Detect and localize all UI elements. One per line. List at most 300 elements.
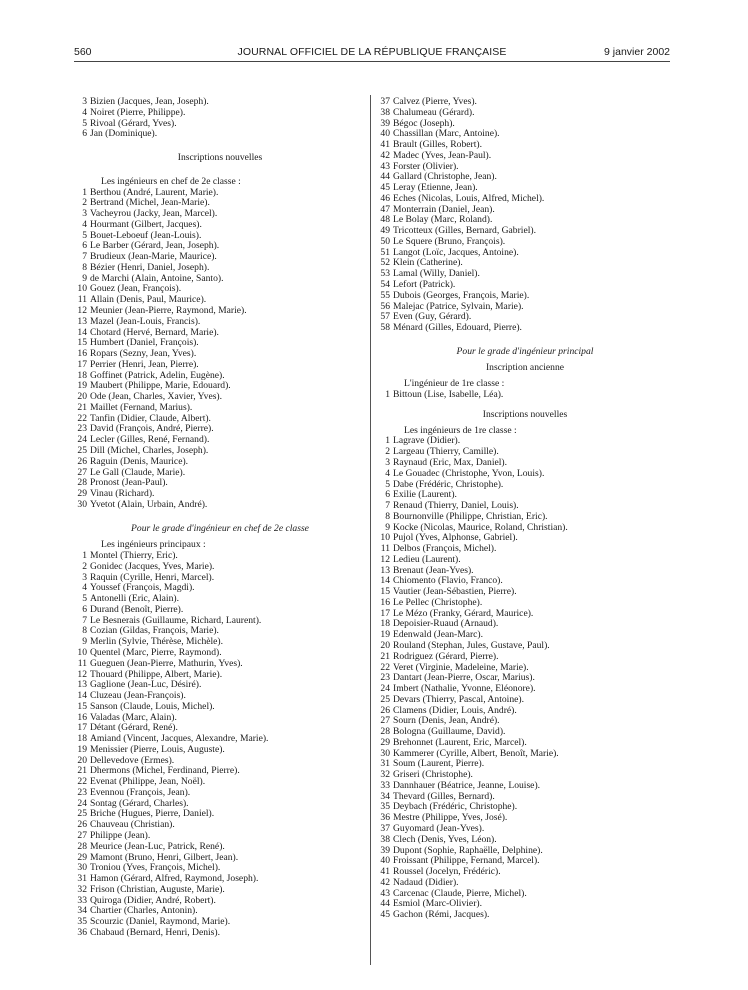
right-column [380, 97, 670, 921]
item-number: 22 [77, 776, 87, 788]
item-name: Dantart (Jean-Pierre, Oscar, Marius). [393, 672, 535, 684]
item-name: Thevard (Gilles, Bernard). [393, 790, 495, 802]
item-name: Durand (Benoît, Pierre). [90, 603, 184, 615]
item-number: 18 [380, 618, 390, 630]
item-number: 44 [380, 898, 390, 910]
item-name: Cozian (Gildas, François, Marie). [90, 625, 219, 637]
item-name: Dellevedove (Ermes). [90, 754, 175, 766]
item-name: Chalumeau (Gérard). [393, 106, 475, 118]
item-number: 38 [380, 106, 390, 118]
item-number: 4 [82, 582, 87, 594]
list-item [380, 835, 670, 846]
item-name: Le Besnerais (Guillaume, Richard, Laurent). [90, 614, 262, 626]
item-number: 29 [380, 736, 390, 748]
item-number: 36 [380, 812, 390, 824]
item-number: 52 [380, 257, 390, 269]
item-number: 10 [77, 283, 87, 295]
list-item [380, 652, 670, 663]
item-number: 23 [77, 786, 87, 798]
item-number: 13 [77, 679, 87, 691]
item-number: 25 [77, 444, 87, 456]
item-number: 3 [82, 208, 87, 220]
item-number: 11 [77, 294, 87, 306]
item-number: 5 [385, 478, 390, 490]
item-name: Le Pellec (Christophe). [393, 596, 483, 608]
item-name: Gouez (Jean, François). [90, 283, 182, 295]
item-number: 32 [380, 769, 390, 781]
item-number: 23 [77, 423, 87, 435]
list-item [77, 842, 363, 853]
list-item [77, 885, 363, 896]
item-name: Amiand (Vincent, Jacques, Alexandre, Marie). [90, 733, 269, 745]
list-item [380, 695, 670, 706]
item-number: 5 [82, 117, 87, 129]
item-number: 45 [380, 909, 390, 921]
item-name: Dannhauer (Béatrice, Jeanne, Louise). [393, 779, 541, 791]
item-name: Yvetot (Alain, Urbain, André). [90, 498, 208, 510]
item-number: 53 [380, 268, 390, 280]
list-item [77, 500, 363, 511]
item-name: Leray (Etienne, Jean). [393, 182, 478, 194]
item-name: Dupont (Sophie, Raphaëlle, Delphine). [393, 844, 543, 856]
item-number: 9 [82, 272, 87, 284]
item-name: Rodriguez (Gérard, Pierre). [393, 650, 499, 662]
item-number: 1 [82, 550, 87, 562]
item-name: Quentel (Marc, Pierre, Raymond). [90, 646, 222, 658]
item-name: Deybach (Frédéric, Christophe). [393, 801, 518, 813]
item-name: Brenaut (Jean-Yves). [393, 564, 474, 576]
item-number: 20 [77, 754, 87, 766]
item-name: Devars (Thierry, Pascal, Antoine). [393, 693, 524, 705]
item-name: Briche (Hugues, Pierre, Daniel). [90, 808, 215, 820]
item-number: 46 [380, 192, 390, 204]
list-item [380, 323, 670, 334]
item-name: Vinau (Richard). [90, 488, 155, 500]
list-continued-left [77, 97, 363, 140]
item-number: 5 [82, 229, 87, 241]
item-name: Noiret (Pierre, Philippe). [90, 106, 186, 118]
item-number: 54 [380, 279, 390, 291]
item-number: 11 [380, 543, 390, 555]
item-name: Antonelli (Eric, Alain). [90, 593, 179, 605]
item-number: 37 [380, 96, 390, 107]
item-number: 10 [77, 646, 87, 658]
item-number: 47 [380, 203, 390, 215]
page-number: 560 [74, 46, 92, 58]
item-name: Dubois (Georges, François, Marie). [393, 289, 530, 301]
item-name: Evenat (Philippe, Jean, Noël). [90, 776, 206, 788]
item-name: Détant (Gérard, René). [90, 722, 178, 734]
item-number: 33 [77, 894, 87, 906]
item-number: 26 [380, 704, 390, 716]
item-number: 25 [77, 808, 87, 820]
item-name: Rouland (Stephan, Jules, Gustave, Paul). [393, 639, 550, 651]
item-number: 29 [77, 851, 87, 863]
item-number: 55 [380, 289, 390, 301]
item-name: Chauveau (Christian). [90, 819, 175, 831]
item-name: Pronost (Jean-Paul). [90, 477, 168, 489]
item-name: Soum (Laurent, Pierre). [393, 758, 485, 770]
item-number: 43 [380, 887, 390, 899]
item-name: Lefort (Patrick). [393, 279, 456, 291]
list-item [380, 390, 670, 401]
item-name: Dabe (Frédéric, Christophe). [393, 478, 504, 490]
item-name: de Marchi (Alain, Antoine, Santo). [90, 272, 224, 284]
item-name: Klein (Catherine). [393, 257, 463, 269]
item-number: 22 [77, 412, 87, 424]
item-number: 12 [380, 553, 390, 565]
item-name: Gachon (Rémi, Jacques). [393, 909, 490, 921]
item-number: 27 [380, 715, 390, 727]
list-item [380, 291, 670, 302]
item-name: Kocke (Nicolas, Maurice, Roland, Christian). [393, 521, 568, 533]
item-number: 39 [380, 844, 390, 856]
item-number: 14 [77, 690, 87, 702]
item-number: 4 [82, 106, 87, 118]
item-number: 4 [82, 218, 87, 230]
item-number: 34 [380, 790, 390, 802]
item-name: Humbert (Daniel, François). [90, 337, 199, 349]
section-heading: Inscriptions nouvelles [482, 408, 568, 420]
item-number: 8 [385, 510, 390, 522]
item-number: 7 [82, 251, 87, 263]
item-name: Gonidec (Jacques, Yves, Marie). [90, 560, 215, 572]
item-name: Veret (Virginie, Madeleine, Marie). [393, 661, 529, 673]
item-number: 42 [380, 149, 390, 161]
column-divider [370, 95, 371, 965]
item-name: Forster (Olivier). [393, 160, 459, 172]
item-number: 21 [380, 650, 390, 662]
list-item [380, 878, 670, 889]
item-number: 39 [380, 117, 390, 129]
section-heading: Inscriptions nouvelles [177, 152, 263, 164]
item-name: Philippe (Jean). [90, 830, 151, 841]
item-name: Largeau (Thierry, Camille). [393, 446, 499, 458]
item-number: 3 [385, 456, 390, 468]
item-number: 30 [77, 498, 87, 510]
item-name: Meurice (Jean-Luc, Patrick, René). [90, 840, 225, 852]
item-name: Bittoun (Lise, Isabelle, Léa). [393, 389, 504, 401]
item-number: 7 [82, 614, 87, 626]
list-item [77, 562, 363, 573]
item-number: 20 [380, 639, 390, 651]
item-number: 15 [77, 700, 87, 712]
item-number: 12 [77, 305, 87, 317]
item-name: Meunier (Jean-Pierre, Raymond, Marie). [90, 305, 247, 317]
item-number: 25 [380, 693, 390, 705]
item-name: Depoisier-Ruaud (Arnaud). [393, 618, 499, 630]
item-number: 2 [385, 446, 390, 458]
item-name: Ropars (Sezny, Jean, Yves). [90, 348, 197, 360]
item-number: 49 [380, 225, 390, 237]
list-ingenieurs-principaux [77, 551, 363, 939]
item-number: 17 [380, 607, 390, 619]
item-number: 41 [380, 139, 390, 151]
item-name: Bizien (Jacques, Jean, Joseph). [90, 96, 209, 107]
item-name: Hourmant (Gilbert, Jacques). [90, 218, 202, 230]
list-inscription-ancienne [380, 390, 670, 401]
item-number: 16 [77, 711, 87, 723]
item-name: Renaud (Thierry, Daniel, Louis). [393, 500, 519, 512]
item-name: Ménard (Gilles, Edouard, Pierre). [393, 322, 522, 334]
list-item [380, 469, 670, 480]
item-number: 30 [77, 862, 87, 874]
item-name: Bégoc (Joseph). [393, 117, 455, 129]
item-name: Sanson (Claude, Louis, Michel). [90, 700, 215, 712]
item-number: 7 [385, 500, 390, 512]
item-name: Lagrave (Didier). [393, 435, 461, 447]
item-name: Le Gouadec (Christophe, Yvon, Louis). [393, 467, 545, 479]
item-name: Madec (Yves, Jean-Paul). [393, 149, 492, 161]
list-item [77, 928, 363, 939]
item-name: Hamon (Gérard, Alfred, Raymond, Joseph). [90, 873, 259, 885]
item-number: 31 [380, 758, 390, 770]
item-name: Chassillan (Marc, Antoine). [393, 128, 500, 140]
item-number: 13 [77, 315, 87, 327]
item-name: Griseri (Christophe). [393, 769, 473, 781]
item-name: Tricotteux (Gilles, Bernard, Gabriel). [393, 225, 536, 237]
item-name: Gueguen (Jean-Pierre, Mathurin, Yves). [90, 657, 243, 669]
item-name: Chabaud (Bernard, Henri, Denis). [90, 926, 221, 938]
item-number: 31 [77, 873, 87, 885]
item-number: 9 [385, 521, 390, 533]
item-name: Roussel (Jocelyn, Frédéric). [393, 866, 501, 878]
item-number: 35 [380, 801, 390, 813]
list-item [77, 702, 363, 713]
item-name: Ledieu (Laurent). [393, 553, 461, 565]
item-name: Goffinet (Patrick, Adelin, Eugène). [90, 369, 225, 381]
item-name: David (François, André, Pierre). [90, 423, 214, 435]
item-name: Maillet (Fernand, Marius). [90, 401, 193, 413]
item-name: Lecler (Gilles, René, Fernand). [90, 434, 210, 446]
item-name: Tanfin (Didier, Claude, Albert). [90, 412, 211, 424]
item-number: 19 [77, 743, 87, 755]
item-number: 15 [380, 586, 390, 598]
list-ingenieurs-premiere-classe [380, 436, 670, 920]
item-name: Gaglione (Jean-Luc, Désiré). [90, 679, 202, 691]
item-name: Sourn (Denis, Jean, André). [393, 715, 500, 727]
item-name: Chiomento (Flavio, Franco). [393, 575, 503, 587]
item-number: 50 [380, 235, 390, 247]
list-item [380, 108, 670, 119]
item-name: Brault (Gilles, Robert). [393, 139, 482, 151]
item-name: Imbert (Nathalie, Yvonne, Eléonore). [393, 683, 536, 695]
item-number: 3 [82, 571, 87, 583]
item-name: Quiroga (Didier, André, Robert). [90, 894, 216, 906]
item-number: 43 [380, 160, 390, 172]
item-number: 41 [380, 866, 390, 878]
item-name: Bertrand (Michel, Jean-Marie). [90, 197, 210, 209]
item-number: 26 [77, 455, 87, 467]
item-number: 17 [77, 358, 87, 370]
item-name: Thouard (Philippe, Albert, Marie). [90, 668, 223, 680]
item-name: Bézier (Henri, Daniel, Joseph). [90, 261, 210, 273]
item-number: 24 [77, 434, 87, 446]
item-name: Rivoal (Gérard, Yves). [90, 117, 177, 129]
item-number: 1 [82, 186, 87, 198]
item-name: Lamal (Willy, Daniel). [393, 268, 480, 280]
item-name: Vautier (Jean-Sébastien, Pierre). [393, 586, 517, 598]
item-number: 19 [380, 629, 390, 641]
item-number: 27 [77, 830, 87, 841]
item-number: 21 [77, 401, 87, 413]
item-name: Dhermons (Michel, Ferdinand, Pierre). [90, 765, 240, 777]
item-name: Clech (Denis, Yves, Léon). [393, 833, 497, 845]
item-number: 30 [380, 747, 390, 759]
item-number: 15 [77, 337, 87, 349]
item-name: Langot (Loïc, Jacques, Antoine). [393, 246, 519, 258]
item-name: Menissier (Pierre, Louis, Auguste). [90, 743, 225, 755]
item-number: 2 [82, 197, 87, 209]
header-rule [74, 61, 670, 62]
item-name: Froissant (Philippe, Fernand, Marcel). [393, 855, 540, 867]
item-name: Nadaud (Didier). [393, 876, 459, 888]
item-name: Le Gall (Claude, Marie). [90, 466, 186, 478]
item-number: 11 [77, 657, 87, 669]
item-name: Troniou (Yves, François, Michel). [90, 862, 221, 874]
item-name: Frison (Christian, Auguste, Marie). [90, 883, 225, 895]
list-item [380, 555, 670, 566]
list-item [380, 910, 670, 921]
item-name: Chotard (Hervé, Bernard, Marie). [90, 326, 219, 338]
item-number: 22 [380, 661, 390, 673]
item-name: Malejac (Patrice, Sylvain, Marie). [393, 300, 524, 312]
section-heading: Pour le grade d'ingénieur principal [456, 345, 594, 357]
item-name: Mazel (Jean-Louis, Francis). [90, 315, 201, 327]
item-name: Pujol (Yves, Alphonse, Gabriel). [393, 532, 518, 544]
item-number: 28 [77, 840, 87, 852]
item-number: 36 [77, 926, 87, 938]
item-number: 4 [385, 467, 390, 479]
item-name: Edenwald (Jean-Marc). [393, 629, 484, 641]
item-number: 27 [77, 466, 87, 478]
item-number: 32 [77, 883, 87, 895]
item-number: 3 [82, 96, 87, 107]
item-name: Bouet-Leboeuf (Jean-Louis). [90, 229, 202, 241]
item-name: Vacheyrou (Jacky, Jean, Marcel). [90, 208, 218, 220]
list-item [77, 457, 363, 468]
item-name: Allain (Denis, Paul, Maurice). [90, 294, 207, 306]
item-name: Jan (Dominique). [90, 128, 158, 140]
item-name: Raguin (Denis, Maurice). [90, 455, 189, 467]
item-number: 42 [380, 876, 390, 888]
list-item [77, 659, 363, 670]
item-name: Le Mézo (Franky, Gérard, Maurice). [393, 607, 534, 619]
item-number: 13 [380, 564, 390, 576]
item-number: 14 [77, 326, 87, 338]
item-number: 24 [380, 683, 390, 695]
list-inscriptions-nouvelles [77, 188, 363, 511]
page-header [74, 46, 670, 62]
item-name: Evennou (François, Jean). [90, 786, 191, 798]
item-number: 16 [77, 348, 87, 360]
section-heading: Pour le grade d'ingénieur en chef de 2e classe [131, 522, 309, 534]
list-item [77, 317, 363, 328]
item-number: 57 [380, 311, 390, 323]
item-number: 8 [82, 261, 87, 273]
item-number: 8 [82, 625, 87, 637]
item-number: 56 [380, 300, 390, 312]
section-intro: Les ingénieurs en chef de 2e classe : [101, 175, 241, 187]
item-number: 48 [380, 214, 390, 226]
item-number: 38 [380, 833, 390, 845]
item-name: Mestre (Philippe, Yves, José). [393, 812, 508, 824]
item-name: Le Squere (Bruno, François). [393, 235, 506, 247]
issue-date: 9 janvier 2002 [604, 46, 670, 58]
item-number: 6 [82, 240, 87, 252]
item-name: Brehonnet (Laurent, Eric, Marcel). [393, 736, 527, 748]
item-number: 2 [82, 560, 87, 572]
item-name: Cluzeau (Jean-François). [90, 690, 186, 702]
item-name: Bournonville (Philippe, Christian, Eric). [393, 510, 548, 522]
item-name: Chartier (Charles, Antonin). [90, 905, 198, 917]
item-number: 10 [380, 532, 390, 544]
item-name: Kammerer (Cyrille, Albert, Benoît, Marie). [393, 747, 559, 759]
list-item [380, 151, 670, 162]
item-name: Berthou (André, Laurent, Marie). [90, 186, 219, 198]
item-number: 34 [77, 905, 87, 917]
section-intro: Les ingénieurs de 1re classe : [404, 424, 517, 436]
item-number: 40 [380, 855, 390, 867]
item-name: Scourzic (Daniel, Raymond, Marie). [90, 916, 231, 928]
item-name: Sontag (Gérard, Charles). [90, 797, 189, 809]
list-item [77, 360, 363, 371]
item-number: 33 [380, 779, 390, 791]
item-number: 14 [380, 575, 390, 587]
item-number: 19 [77, 380, 87, 392]
list-continued-right [380, 97, 670, 334]
item-number: 20 [77, 391, 87, 403]
item-number: 6 [82, 128, 87, 140]
item-number: 35 [77, 916, 87, 928]
item-name: Maubert (Philippe, Marie, Edouard). [90, 380, 231, 392]
item-number: 29 [77, 488, 87, 500]
item-name: Le Barber (Gérard, Jean, Joseph). [90, 240, 220, 252]
item-number: 28 [77, 477, 87, 489]
item-number: 23 [380, 672, 390, 684]
item-number: 51 [380, 246, 390, 258]
item-number: 37 [380, 823, 390, 834]
item-number: 6 [82, 603, 87, 615]
section-subheading: Inscription ancienne [485, 361, 565, 373]
item-name: Calvez (Pierre, Yves). [393, 96, 477, 107]
item-number: 24 [77, 797, 87, 809]
item-name: Exilie (Laurent). [393, 489, 457, 501]
item-number: 26 [77, 819, 87, 831]
item-name: Guyomard (Jean-Yves). [393, 823, 485, 834]
item-name: Raynaud (Eric, Max, Daniel). [393, 456, 508, 468]
item-name: Bologna (Guillaume, David). [393, 726, 506, 738]
item-name: Monterrain (Daniel, Jean). [393, 203, 495, 215]
item-name: Even (Guy, Gérard). [393, 311, 472, 323]
item-name: Valadas (Marc, Alain). [90, 711, 177, 723]
item-name: Brudieux (Jean-Marie, Maurice). [90, 251, 217, 263]
section-intro: L'ingénieur de 1re classe : [404, 378, 505, 390]
item-name: Clamens (Didier, Louis, André). [393, 704, 517, 716]
item-number: 12 [77, 668, 87, 680]
item-name: Merlin (Sylvie, Thérèse, Michèle). [90, 636, 224, 648]
item-number: 21 [77, 765, 87, 777]
item-number: 1 [385, 389, 390, 401]
item-name: Mamont (Bruno, Henri, Gilbert, Jean). [90, 851, 239, 863]
item-number: 17 [77, 722, 87, 734]
item-name: Ode (Jean, Charles, Xavier, Yves). [90, 391, 223, 403]
item-number: 18 [77, 733, 87, 745]
item-number: 6 [385, 489, 390, 501]
item-name: Raquin (Cyrille, Henri, Marcel). [90, 571, 215, 583]
item-name: Gallard (Christophe, Jean). [393, 171, 497, 183]
item-number: 45 [380, 182, 390, 194]
